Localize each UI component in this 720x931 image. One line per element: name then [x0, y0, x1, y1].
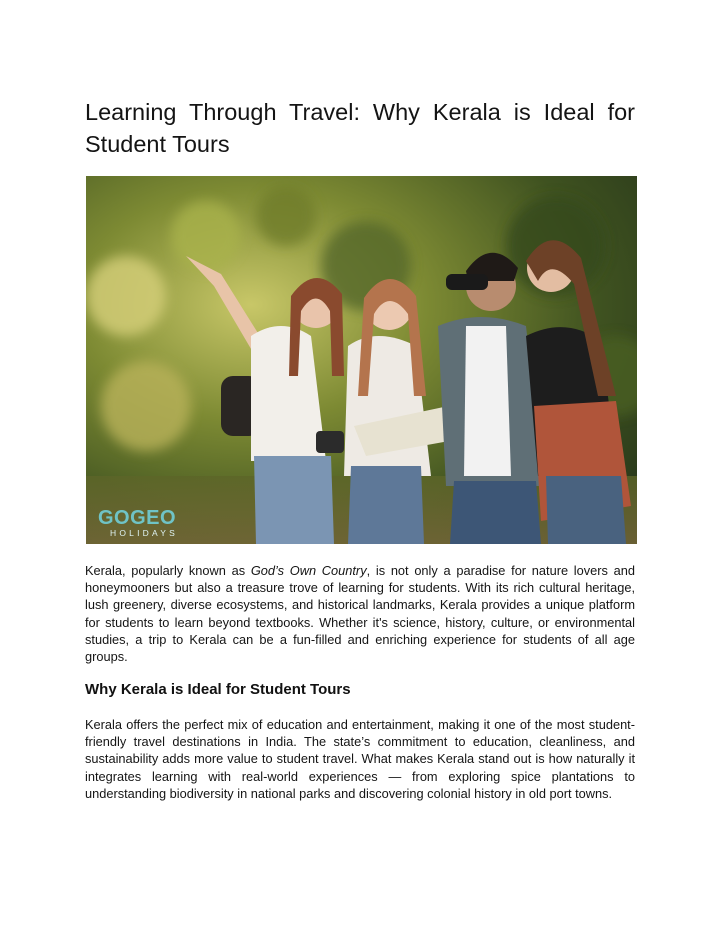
logo-wordmark: GOGEO — [98, 507, 177, 529]
intro-text-start: Kerala, popularly known as — [85, 563, 251, 578]
intro-paragraph — [85, 562, 635, 665]
intro-emphasis: God’s Own Country — [250, 563, 367, 578]
gogeo-logo — [98, 508, 178, 538]
hero-image — [86, 176, 637, 544]
section-heading: Why Kerala is Ideal for Student Tours — [85, 681, 351, 698]
section-paragraph: Kerala offers the perfect mix of education and entertainment, making it one of the most student-friendly travel destinations in India. The state’s commitment to education, cleanliness, and sustainability adds more value to student travel. What makes Kerala stand out is how naturally it integrates learning with real-world experiences — from exploring spice plantations to understanding biodiversity in national parks and discovering colonial history in old port towns. — [85, 717, 635, 801]
intro-text-rest: , is not only a paradise for nature lovers and honeymooners but also a treasure trove of learning for students. With its rich cultural heritage, lush greenery, diverse ecosystems, and historical landmarks, Kerala provides a unique platform for students to learn beyond textbooks. Whether it's science, history, culture, or environmental studies, a trip to Kerala can be a fun-filled and enriching experience for students of all age groups. — [85, 563, 635, 665]
page-title: Learning Through Travel: Why Kerala is Ideal for Student Tours — [85, 99, 635, 157]
logo-subtext: HOLIDAYS — [110, 528, 178, 538]
hero-photo-illustration — [86, 176, 637, 544]
